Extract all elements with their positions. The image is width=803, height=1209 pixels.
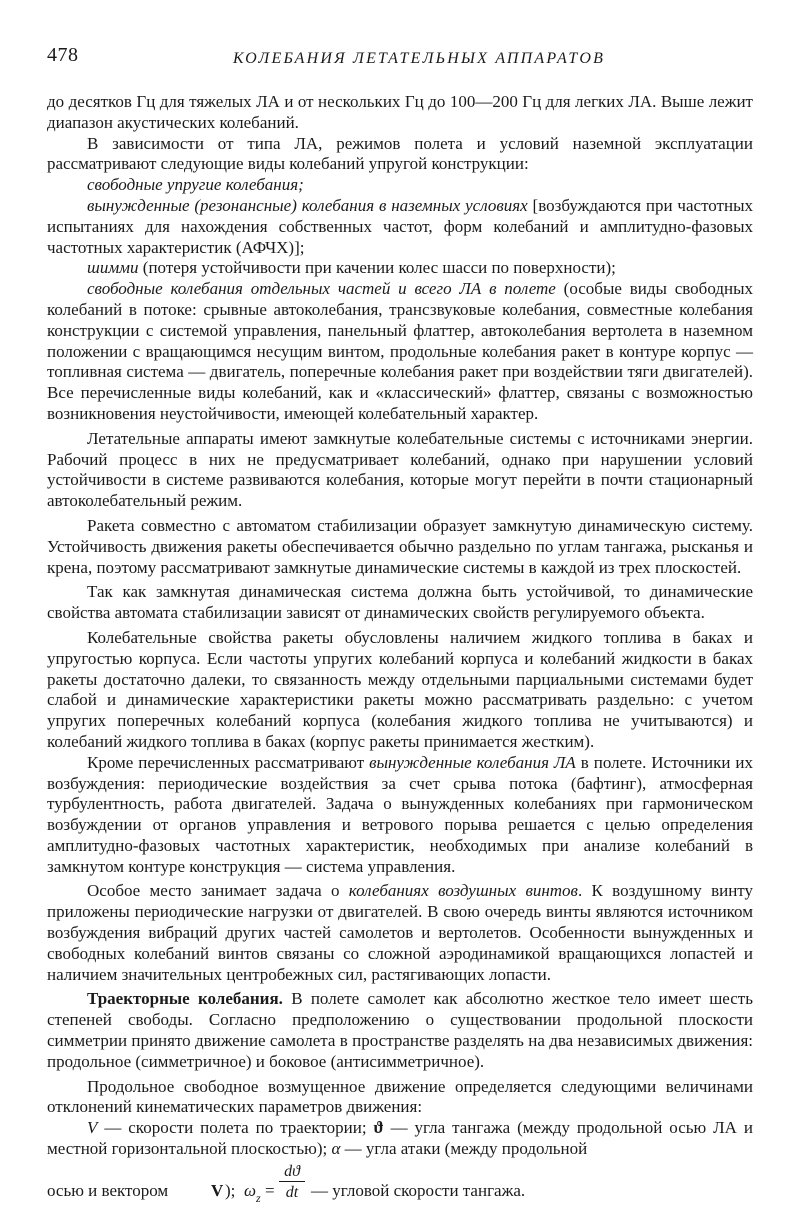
list-item-forced-ground: [47, 196, 753, 258]
omega-subscript: z: [256, 1190, 261, 1205]
formula-text-post: — угловой скорости тангажа.: [311, 1180, 526, 1200]
paragraph-rocket-stabilization: Ракета совместно с автоматом стабилизации образует замкнутую динамическую систему. Устойчивость движения ракеты обеспечивается обычно раздельно по углам тангажа, рысканья и крена, поэтому рассматривают замкнутые динамические системы в каждой из трех плоскостей.: [47, 515, 753, 577]
math-symbol: α: [331, 1139, 341, 1159]
page-header: [47, 44, 757, 74]
section-heading: Траекторные колебания.: [87, 989, 283, 1009]
math-symbol: V: [87, 1118, 98, 1138]
text-run: — угла тангажа (между продольной осью ЛА и местной горизонтальной плоскостью);: [47, 1118, 753, 1159]
body-text: [47, 92, 753, 1206]
fraction-denominator: dt: [285, 1183, 299, 1201]
math-symbol: ϑ: [373, 1118, 384, 1138]
list-item-term: свободные колебания отдельных частей и всего ЛА в полете: [87, 279, 556, 299]
paragraph-dynamic-properties: Так как замкнутая динамическая система должна быть устойчивой, то динамические свойства автомата стабилизации зависят от динамических свойств регулируемого объекта.: [47, 582, 753, 623]
paragraph-forced-oscillations: [47, 753, 753, 878]
running-title: КОЛЕБАНИЯ ЛЕТАТЕЛЬНЫХ АППАРАТОВ: [233, 50, 606, 67]
emphasis-term: колебаниях воздушных винтов: [348, 881, 578, 901]
list-item-text: (особые виды свободных колебаний в потоке: срывные автоколебания, трансзвуковые колебания, совместные колебания конструкции с системой управления, панельный флаттер, автоколебания вертолета в наземном положении с вращающимся несущим винтом, продольные колебания ракет в контуре корпус — топливная система — двигатель, поперечные колебания ракет при воздействии тяги двигателей). Все перечисленные виды колебаний, как и «классический» флаттер, связаны с возможностью возникновения неустойчивости, имеющей колебательный характер.: [47, 279, 754, 423]
text-run: — угла атаки (между продольной: [340, 1139, 588, 1159]
fraction-numerator: dϑ: [284, 1162, 300, 1180]
fraction: [279, 1162, 305, 1201]
formula-paren: );: [225, 1180, 236, 1200]
page-number: 478: [47, 44, 79, 66]
paragraph-rocket-oscillation: Колебательные свойства ракеты обусловлены наличием жидкого топлива в баках и упругостью корпуса. Если частоты упругих колебаний корпуса и колебаний жидкости в баках ракеты достаточно далеки, то связанность между отдельными парциальными системами будет слабой и динамические характеристики ракеты можно рассматривать раздельно: с учетом упругих поперечных колебаний корпуса (колебания жидкого топлива не учитываются) и колебаний жидкого топлива в баках (корпус ракеты принимается жестким).: [47, 627, 753, 751]
list-item-free-elastic: свободные упругие колебания;: [87, 175, 304, 195]
paragraph-trajectory-oscillations: [47, 989, 753, 1072]
text-run: — скорости полета по траектории;: [97, 1118, 374, 1138]
emphasis-term: вынужденные колебания ЛА: [369, 752, 576, 772]
list-item-term: шимми: [87, 258, 139, 278]
equals-sign: =: [265, 1180, 275, 1200]
text-run: Кроме перечисленных рассматривают: [87, 752, 370, 772]
paragraph-propeller-oscillations: [47, 881, 753, 985]
formula-text-pre: осью и вектором: [47, 1180, 169, 1200]
list-item-free-in-flight: [47, 279, 753, 425]
paragraph-longitudinal-motion: Продольное свободное возмущенное движение определяется следующими величинами отклонений кинематических параметров движения:: [47, 1076, 753, 1117]
vector-symbol: V: [211, 1180, 224, 1200]
list-item-shimmy: [47, 258, 753, 279]
omega-symbol: ω: [244, 1180, 257, 1200]
paragraph-continuation: до десятков Гц для тяжелых ЛА и от нескольких Гц до 100—200 Гц для легких ЛА. Выше лежит диапазон акустических колебаний.: [47, 92, 753, 132]
text-run: Особое место занимает задача о: [87, 881, 349, 901]
text-run: в полете. Источники их возбуждения: периодические воздействия за счет срыва потока (бафтинг), атмосферная турбулентность, работа двигателей. Задача о вынужденных колебаниях при гармоническом возбуждении от органов управления и ветрового порыва решается с целью определения амплитудно-фазовых частотных характеристик, необходимых при анализе колебаний в замкнутом контуре конструкция — система управления.: [47, 752, 753, 876]
list-item-term: вынужденные (резонансные) колебания в наземных условиях: [87, 195, 528, 215]
paragraph-closed-systems: Летательные аппараты имеют замкнутые колебательные системы с источниками энергии. Рабочий процесс в них не предусматривает колебаний, однако при нарушении условий устойчивости в системе развиваются колебания, которые могут перейти в почти стационарный автоколебательный режим.: [47, 428, 753, 511]
paragraph-parameters: [47, 1118, 753, 1160]
paragraph-vibration-types-intro: В зависимости от типа ЛА, режимов полета и условий наземной эксплуатации рассматривают следующие виды колебаний упругой конструкции:: [47, 133, 753, 174]
list-item-text: [возбуждаются при частотных испытаниях для нахождения собственных частот, форм колебаний и амплитудно-фазовых частотных характеристик (АФЧХ)];: [47, 195, 753, 257]
formula-line: [47, 1162, 753, 1206]
text-run: В полете самолет как абсолютно жесткое тело имеет шесть степеней свободы. Согласно предположению о существовании продольной плоскости симметрии принято движение самолета в пространстве разделять на два независимых движения: продольное (симметричное) и боковое (антисимметричное).: [47, 989, 753, 1071]
list-item-text: (потеря устойчивости при качении колес шасси по поверхности);: [138, 258, 616, 278]
text-run: . К воздушному винту приложены периодические нагрузки от двигателей. В свою очередь винты являются источником возбуждения вибраций других частей самолетов и вертолетов. Особенности вынужденных и свободных колебаний винтов связаны со сложной аэродинамикой вращающихся лопастей и наличием значительных центробежных сил, растягивающих лопасти.: [47, 881, 753, 984]
